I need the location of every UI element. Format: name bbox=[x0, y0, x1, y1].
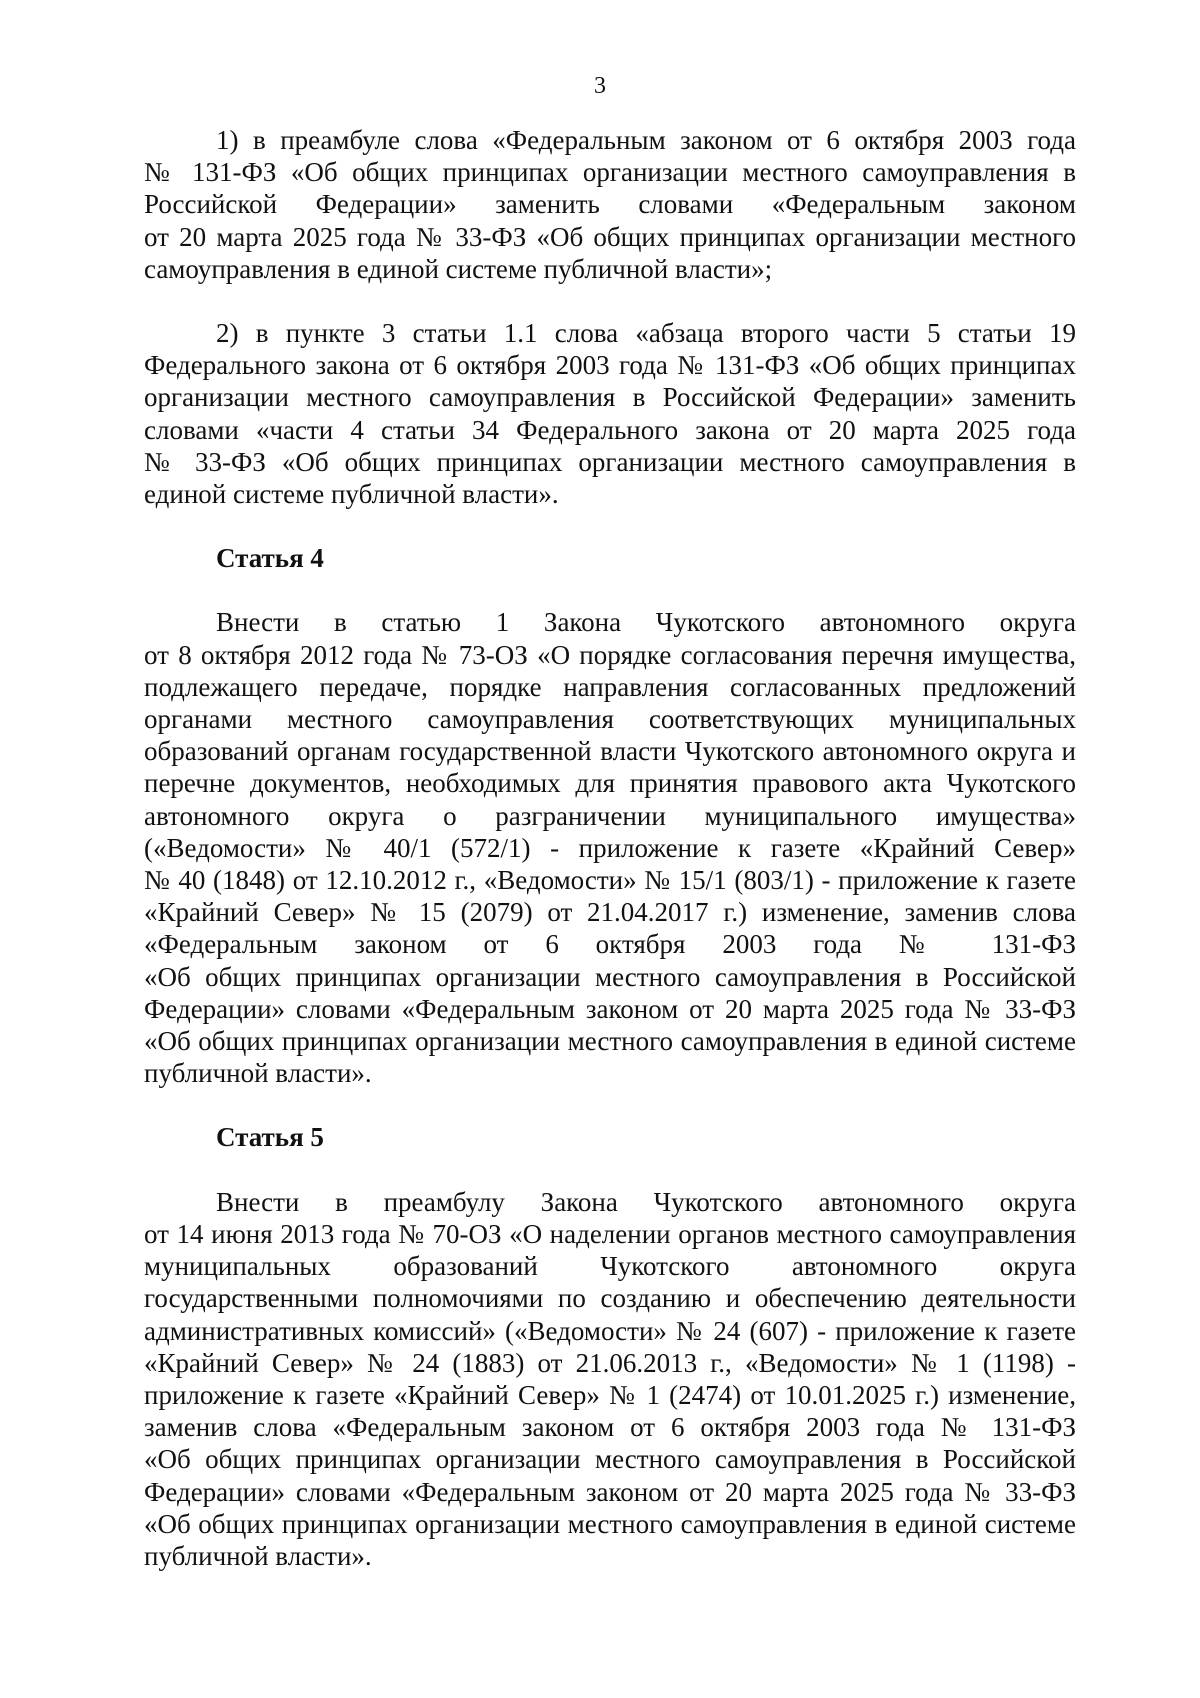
text-line: Внести в статью 1 Закона Чукотского автономного округа bbox=[216, 607, 1076, 638]
text-line: публичной власти». bbox=[144, 1058, 372, 1089]
item-1-paragraph bbox=[144, 124, 1076, 285]
text-line: («Ведомости» № 40/1 (572/1) - приложение к газете «Крайний Север» bbox=[144, 832, 1076, 863]
text-line: перечне документов, необходимых для принятия правового акта Чукотского bbox=[144, 768, 1076, 799]
text-line: «Федеральным законом от 6 октября 2003 года № 131-ФЗ bbox=[144, 929, 1076, 960]
text-line: от 8 октября 2012 года № 73-ОЗ «О порядке согласования перечня имущества, bbox=[144, 639, 1076, 670]
text-line: Федерации» словами «Федеральным законом от 20 марта 2025 года № 33-ФЗ bbox=[144, 1476, 1076, 1507]
text-line: публичной власти». bbox=[144, 1540, 372, 1571]
page-number: 3 bbox=[594, 73, 606, 99]
text-line: «Об общих принципах организации местного самоуправления в Российской bbox=[144, 1444, 1076, 1475]
article-4-heading: Статья 4 bbox=[216, 543, 324, 574]
text-line: самоуправления в единой системе публичной власти»; bbox=[144, 253, 773, 284]
text-line: Российской Федерации» заменить словами «Федеральным законом bbox=[144, 189, 1076, 220]
text-line: подлежащего передаче, порядке направления согласованных предложений bbox=[144, 671, 1076, 702]
text-line: № 40 (1848) от 12.10.2012 г., «Ведомости» № 15/1 (803/1) - приложение к газете bbox=[144, 865, 1076, 896]
article-5-paragraph bbox=[144, 1186, 1076, 1572]
text-line: организации местного самоуправления в Российской Федерации» заменить bbox=[144, 382, 1076, 413]
text-line: единой системе публичной власти». bbox=[144, 479, 559, 510]
text-line: муниципальных образований Чукотского автономного округа bbox=[144, 1251, 1076, 1282]
paragraph-gap bbox=[144, 1154, 1076, 1186]
article-5-heading: Статья 5 bbox=[216, 1122, 324, 1153]
text-line: административных комиссий» («Ведомости» № 24 (607) - приложение к газете bbox=[144, 1315, 1076, 1346]
paragraph-gap bbox=[144, 574, 1076, 606]
text-line: Федерального закона от 6 октября 2003 года № 131-ФЗ «Об общих принципах bbox=[144, 350, 1076, 381]
paragraph-gap bbox=[144, 285, 1076, 317]
paragraph-gap bbox=[144, 1089, 1076, 1121]
article-4-paragraph bbox=[144, 606, 1076, 1089]
text-line: государственными полномочиями по созданию и обеспечению деятельности bbox=[144, 1283, 1076, 1314]
text-line: автономного округа о разграничении муниципального имущества» bbox=[144, 800, 1076, 831]
text-line: № 131-ФЗ «Об общих принципах организации местного самоуправления в bbox=[144, 157, 1076, 188]
paragraph-gap bbox=[144, 510, 1076, 542]
text-line: «Об общих принципах организации местного самоуправления в единой системе bbox=[144, 1508, 1076, 1539]
text-line: 1) в преамбуле слова «Федеральным законом от 6 октября 2003 года bbox=[216, 125, 1076, 155]
text-line: приложение к газете «Крайний Север» № 1 (2474) от 10.01.2025 г.) изменение, bbox=[144, 1379, 1076, 1410]
text-line: заменив слова «Федеральным законом от 6 октября 2003 года № 131-ФЗ bbox=[144, 1412, 1076, 1443]
text-line: органами местного самоуправления соответствующих муниципальных bbox=[144, 704, 1076, 735]
text-line: образований органам государственной власти Чукотского автономного округа и bbox=[144, 736, 1076, 767]
text-line: 2) в пункте 3 статьи 1.1 слова «абзаца второго части 5 статьи 19 bbox=[216, 318, 1076, 349]
text-line: № 33-ФЗ «Об общих принципах организации местного самоуправления в bbox=[144, 446, 1076, 477]
text-line: от 20 марта 2025 года № 33-ФЗ «Об общих принципах организации местного bbox=[144, 221, 1076, 252]
text-line: от 14 июня 2013 года № 70-ОЗ «О наделении органов местного самоуправления bbox=[144, 1218, 1076, 1249]
document-body bbox=[144, 124, 1076, 1572]
text-line: Внести в преамбулу Закона Чукотского автономного округа bbox=[216, 1186, 1076, 1217]
text-line: «Об общих принципах организации местного самоуправления в единой системе bbox=[144, 1026, 1076, 1057]
text-line: словами «части 4 статьи 34 Федерального закона от 20 марта 2025 года bbox=[144, 414, 1076, 445]
text-line: Федерации» словами «Федеральным законом от 20 марта 2025 года № 33-ФЗ bbox=[144, 993, 1076, 1024]
text-line: «Крайний Север» № 24 (1883) от 21.06.2013 г., «Ведомости» № 1 (1198) - bbox=[144, 1347, 1076, 1378]
text-line: «Крайний Север» № 15 (2079) от 21.04.2017 г.) изменение, заменив слова bbox=[144, 897, 1076, 928]
item-2-paragraph bbox=[144, 317, 1076, 510]
text-line: «Об общих принципах организации местного самоуправления в Российской bbox=[144, 961, 1076, 992]
